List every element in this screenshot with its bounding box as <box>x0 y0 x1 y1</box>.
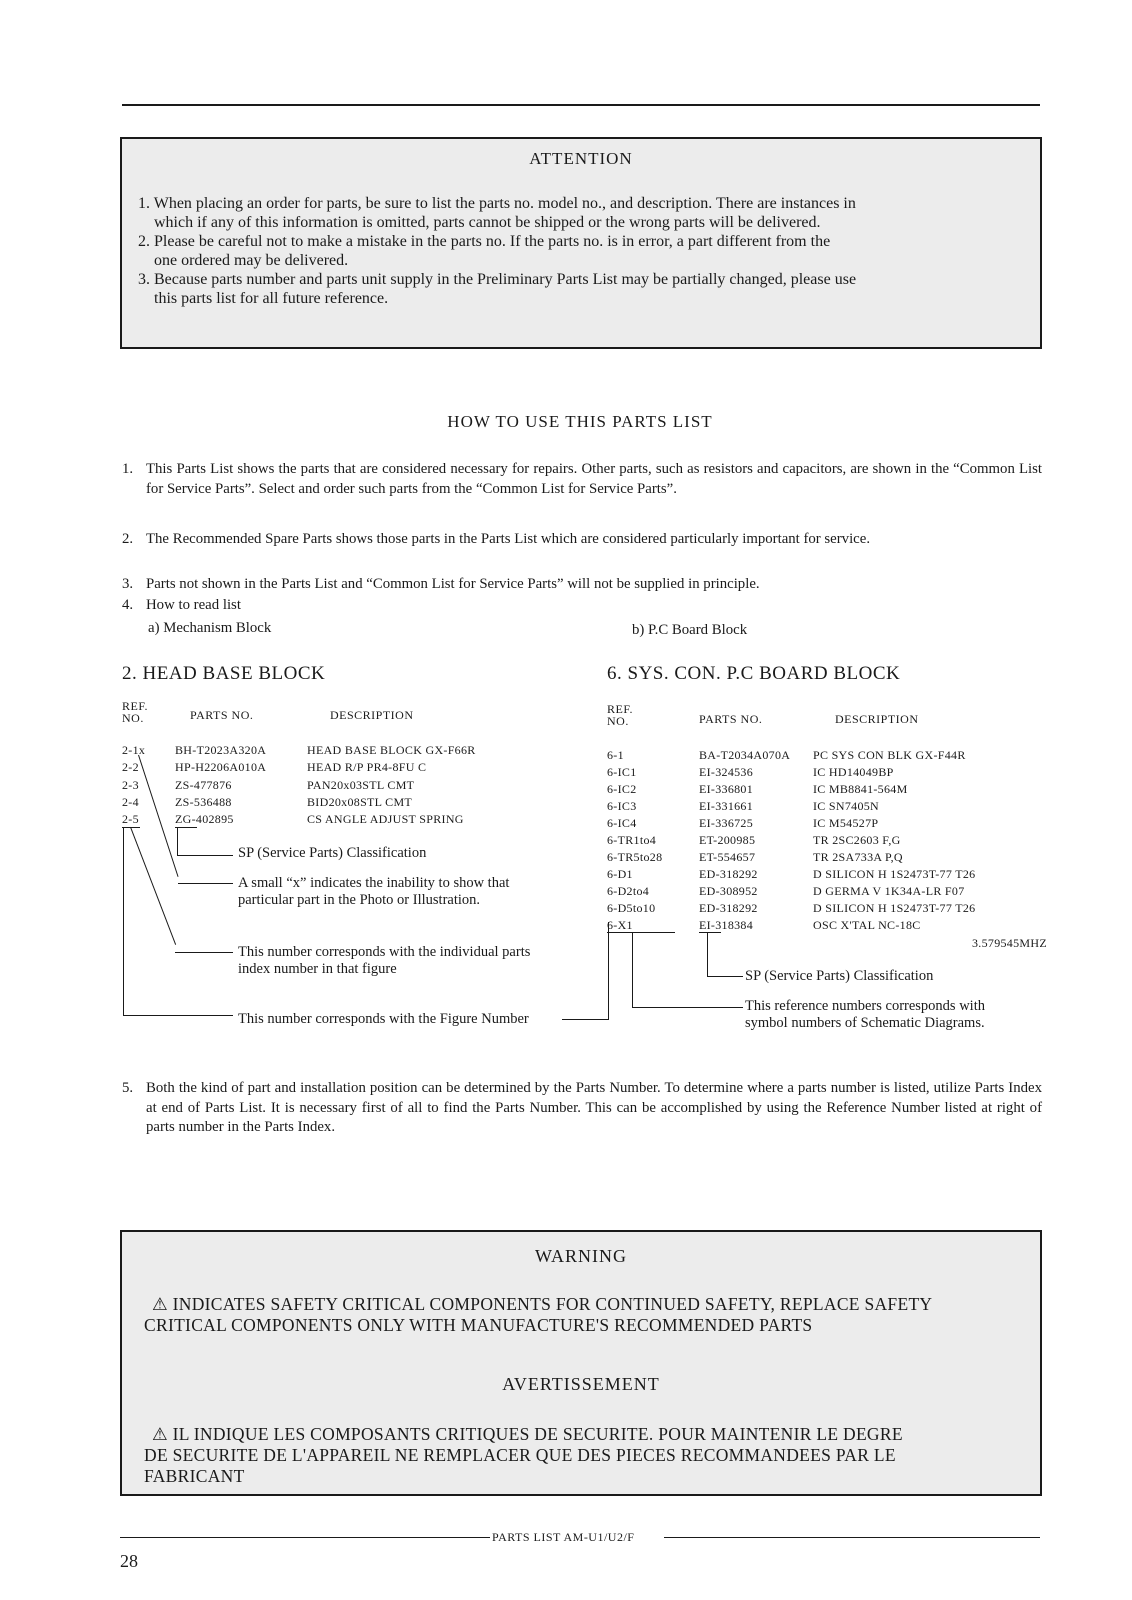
leader-sp <box>707 932 708 976</box>
row-desc: IC HD14049BP <box>813 765 894 779</box>
row-part: ET-554657 <box>699 850 756 864</box>
item-text: This Parts List shows the parts that are considered necessary for repairs. Other parts, such as resistors and capacitors, are shown in the “Common List for Service Parts”. Select and order such parts from the “Common List for Service Parts”. <box>146 461 1042 497</box>
row-ref: 6-IC1 <box>607 765 637 779</box>
head-base-col-parts: PARTS NO. <box>190 708 254 722</box>
row-desc: PAN20x03STL CMT <box>307 778 415 792</box>
footer-rule-right <box>664 1537 1040 1538</box>
row-desc: CS ANGLE ADJUST SPRING <box>307 812 464 826</box>
row-ref: 2-1x <box>122 743 146 757</box>
attention-line: 2. Please be careful not to make a mistake in the parts no. If the parts no. is in error, a part different from the <box>138 233 831 250</box>
table-row <box>175 778 232 793</box>
table-row <box>307 795 412 810</box>
row-ref: 6-D2to4 <box>607 884 650 898</box>
attention-line: 3. Because parts number and parts unit supply in the Preliminary Parts List may be partially changed, please use <box>138 271 857 288</box>
row-part: EI-331661 <box>699 799 754 813</box>
howto-heading: HOW TO USE THIS PARTS LIST <box>447 412 713 431</box>
table-row <box>175 795 232 810</box>
howto-sub-b: b) P.C Board Block <box>632 622 748 638</box>
item-text: The Recommended Spare Parts shows those parts in the Parts List which are considered particularly important for service. <box>146 531 871 547</box>
row-desc: TR 2SA733A P,Q <box>813 850 903 864</box>
row-desc: TR 2SC2603 F,G <box>813 833 901 847</box>
row-part: EI-318384 <box>699 918 754 932</box>
table-row <box>122 795 139 810</box>
sys-con-title: 6. SYS. CON. P.C BOARD BLOCK <box>607 663 901 684</box>
row-part: EI-324536 <box>699 765 754 779</box>
leader-index <box>130 827 176 945</box>
row-desc: PC SYS CON BLK GX-F44R <box>813 748 966 762</box>
howto-item-2 <box>122 530 1042 550</box>
table-row <box>122 760 139 775</box>
footer-label: PARTS LIST AM-U1/U2/F <box>492 1530 635 1544</box>
attention-box <box>120 137 1042 349</box>
item-number: 4. <box>122 597 134 613</box>
item-number: 2. <box>122 531 134 547</box>
head-base-col-desc: DESCRIPTION <box>330 708 414 722</box>
attention-line: which if any of this information is omitted, parts cannot be shipped or the wrong parts will be delivered. <box>154 214 821 231</box>
warning-line: ⚠ INDICATES SAFETY CRITICAL COMPONENTS FOR CONTINUED SAFETY, REPLACE SAFETY <box>152 1294 933 1314</box>
row-ref: 6-X1 <box>607 918 633 932</box>
leader-ref <box>632 932 633 1008</box>
table-row <box>307 760 426 775</box>
note-ref-numbers: This reference numbers corresponds with symbol numbers of Schematic Diagrams. <box>745 998 985 1031</box>
avertissement-line: DE SECURITE DE L'APPAREIL NE REMPLACER QUE DES PIECES RECOMMANDEES PAR LE <box>144 1445 896 1465</box>
warning-line: CRITICAL COMPONENTS ONLY WITH MANUFACTURE'S RECOMMENDED PARTS <box>144 1315 813 1335</box>
note-x-indicator: A small “x” indicates the inability to show that particular part in the Photo or Illustration. <box>238 875 510 908</box>
row-desc: HEAD BASE BLOCK GX-F66R <box>307 743 476 757</box>
row-desc: D SILICON H 1S2473T-77 T26 <box>813 867 976 881</box>
table-row <box>307 743 476 758</box>
attention-line: one ordered may be delivered. <box>154 252 349 269</box>
row-part: EI-336801 <box>699 782 754 796</box>
sys-con-col-parts: PARTS NO. <box>699 712 763 726</box>
leader-sp <box>707 976 743 977</box>
avertissement-line: ⚠ IL INDIQUE LES COMPOSANTS CRITIQUES DE SECURITE. POUR MAINTENIR LE DEGRE <box>152 1424 903 1444</box>
item-number: 1. <box>122 461 134 477</box>
row-ref: 6-D1 <box>607 867 633 881</box>
avertissement-title: AVERTISSEMENT <box>502 1374 660 1394</box>
item-text: Both the kind of part and installation position can be determined by the Parts Number. To determine where a parts number is listed, utilize Parts Index at end of Parts List. It is necessary first of all to find the Parts Number. This can be accomplished by using the Reference Number listed at right of parts number in the Parts Index. <box>146 1080 1042 1135</box>
top-rule <box>122 104 1040 106</box>
item-number: 5. <box>122 1080 134 1096</box>
row-desc: IC SN7405N <box>813 799 880 813</box>
row-ref: 6-IC3 <box>607 799 637 813</box>
leader-sp <box>177 855 233 856</box>
table-row <box>175 743 266 758</box>
row-ref: 6-TR1to4 <box>607 833 657 847</box>
leader-figure-right <box>562 1019 608 1020</box>
row-ref: 6-TR5to28 <box>607 850 663 864</box>
attention-line: 1. When placing an order for parts, be sure to list the parts no. model no., and description. There are instances in <box>138 195 856 212</box>
row-desc-extra: 3.579545MHZ <box>972 936 1047 950</box>
table-row <box>307 812 464 827</box>
row-part: ET-200985 <box>699 833 756 847</box>
warning-body <box>144 1294 933 1336</box>
underline <box>607 932 675 933</box>
attention-title: ATTENTION <box>529 149 633 168</box>
row-part: HP-H2206A010A <box>175 760 267 774</box>
leader-sp <box>177 827 178 855</box>
row-desc: D SILICON H 1S2473T-77 T26 <box>813 901 976 915</box>
row-ref: 6-1 <box>607 748 624 762</box>
row-desc: HEAD R/P PR4-8FU C <box>307 760 427 774</box>
row-part: BH-T2023A320A <box>175 743 267 757</box>
note-index-number: This number corresponds with the individual parts index number in that figure <box>238 944 531 977</box>
note-figure-number: This number corresponds with the Figure Number <box>238 1011 529 1027</box>
table-row <box>175 812 234 827</box>
row-part: ED-318292 <box>699 867 758 881</box>
leader-ref <box>632 1007 743 1008</box>
head-base-title: 2. HEAD BASE BLOCK <box>122 663 326 684</box>
underline <box>699 932 721 933</box>
row-ref: 2-2 <box>122 760 139 774</box>
item-number: 3. <box>122 576 134 592</box>
row-desc: D GERMA V 1K34A-LR F07 <box>813 884 965 898</box>
leader-figure-right <box>608 922 609 1020</box>
avertissement-line: FABRICANT <box>144 1466 245 1486</box>
row-part: ED-318292 <box>699 901 758 915</box>
howto-item-3 <box>122 575 1042 595</box>
warning-title: WARNING <box>535 1246 627 1266</box>
row-ref: 6-IC4 <box>607 816 637 830</box>
avertissement-body <box>144 1424 903 1487</box>
table-row <box>122 778 139 793</box>
leader-figure <box>123 1015 233 1016</box>
row-ref: 2-3 <box>122 778 139 792</box>
leader-x <box>178 883 233 884</box>
row-desc: OSC X'TAL NC-18C <box>813 918 921 932</box>
attention-line: this parts list for all future reference. <box>154 290 389 307</box>
row-part: ZS-536488 <box>175 795 232 809</box>
leader-index <box>175 952 233 953</box>
howto-item-4 <box>122 596 1042 616</box>
item-text: How to read list <box>146 597 241 613</box>
note-sp-classification-sys: SP (Service Parts) Classification <box>745 968 934 984</box>
leader-x <box>138 755 179 877</box>
item-text: Parts not shown in the Parts List and “Common List for Service Parts” will not be supplied in principle. <box>146 576 760 592</box>
howto-sub-a: a) Mechanism Block <box>148 620 272 636</box>
footer-rule-left <box>120 1537 490 1538</box>
table-row <box>307 778 414 793</box>
row-part: ZS-477876 <box>175 778 232 792</box>
row-ref: 6-IC2 <box>607 782 637 796</box>
underline <box>175 827 197 828</box>
attention-body <box>138 194 856 308</box>
row-part: ZG-402895 <box>175 812 234 826</box>
row-desc: IC MB8841-564M <box>813 782 908 796</box>
row-ref: 6-D5to10 <box>607 901 656 915</box>
row-part: ED-308952 <box>699 884 758 898</box>
sys-con-col-ref: REF. NO. <box>607 702 634 728</box>
row-ref: 2-4 <box>122 795 139 809</box>
row-desc: BID20x08STL CMT <box>307 795 413 809</box>
howto-item-5 <box>122 1079 1042 1138</box>
table-row <box>122 812 139 827</box>
howto-item-1 <box>122 460 1042 499</box>
leader-figure <box>123 827 124 1015</box>
row-desc: IC M54527P <box>813 816 879 830</box>
sys-con-col-desc: DESCRIPTION <box>835 712 919 726</box>
head-base-col-ref: REF. NO. <box>122 699 149 725</box>
note-sp-classification: SP (Service Parts) Classification <box>238 845 427 861</box>
row-part: EI-336725 <box>699 816 754 830</box>
warning-box <box>120 1230 1042 1496</box>
row-ref: 2-5 <box>122 812 139 826</box>
page-number: 28 <box>120 1551 138 1571</box>
table-row <box>122 743 145 758</box>
row-part: BA-T2034A070A <box>699 748 791 762</box>
table-row <box>175 760 266 775</box>
